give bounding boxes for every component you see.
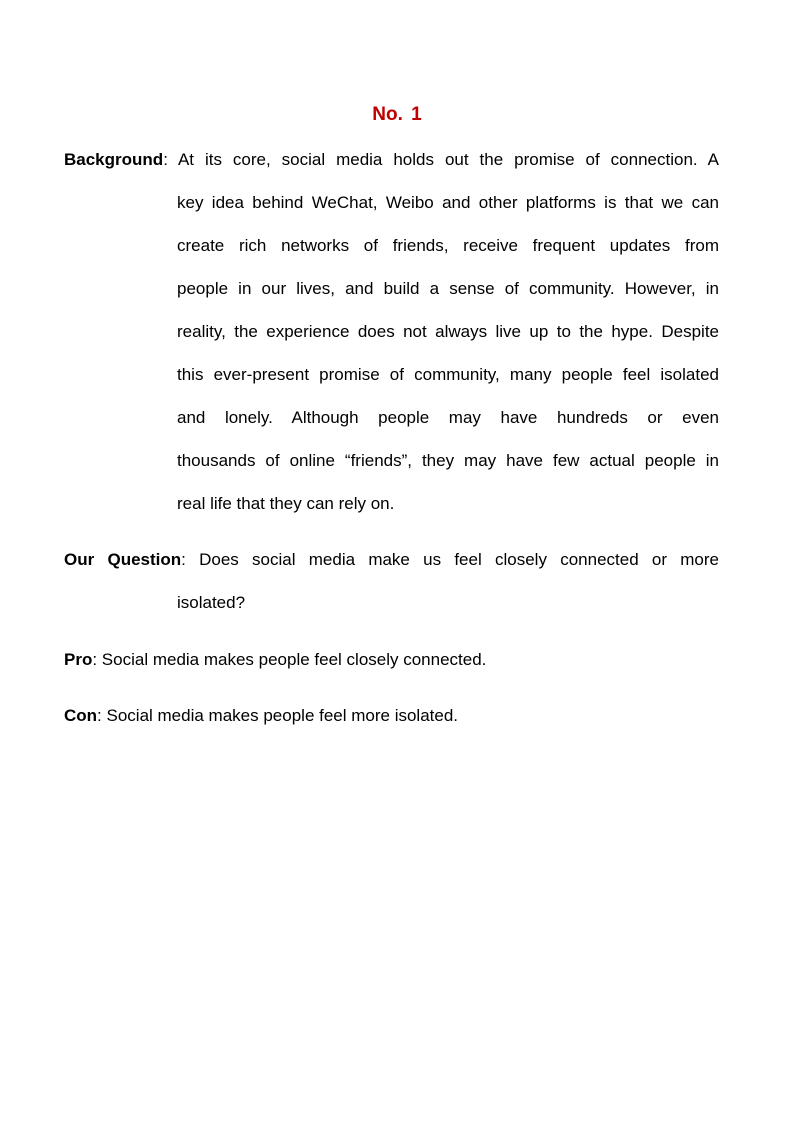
background-text-line: At its core, social media holds out the promise of connection. A	[177, 150, 719, 169]
background-separator: :	[163, 150, 178, 169]
background-line-8: thousands of online “friends”, they may have few actual people in	[177, 451, 719, 470]
question-line-2: isolated?	[177, 593, 246, 612]
pro-text: Social media makes people feel closely connected.	[101, 650, 487, 669]
background-line-9: real life that they can rely on.	[177, 494, 395, 513]
pro-separator: :	[92, 650, 102, 669]
background-line-5: reality, the experience does not always live up to the hype. Despite	[177, 322, 719, 341]
background-line-2: key idea behind WeChat, Weibo and other platforms is that we can	[177, 193, 719, 212]
question-label: Our Question	[64, 550, 182, 569]
background-line-6: this ever-present promise of community, many people feel isolated	[177, 365, 719, 384]
pro-section	[64, 638, 719, 681]
background-label: Background	[64, 150, 164, 169]
pro-line	[64, 638, 719, 681]
document-title: No. 1	[372, 104, 422, 125]
con-section	[64, 694, 719, 737]
con-text: Social media makes people feel more isolated.	[106, 706, 459, 725]
con-line	[64, 694, 719, 737]
background-line-7: and lonely. Although people may have hundreds or even	[177, 408, 719, 427]
background-line-1	[64, 138, 719, 181]
background-line-3: create rich networks of friends, receive frequent updates from	[177, 236, 719, 255]
pro-label: Pro	[64, 650, 93, 669]
con-separator: :	[97, 706, 107, 725]
background-line-4: people in our lives, and build a sense of community. However, in	[177, 279, 719, 298]
question-line-1	[64, 538, 719, 581]
con-label: Con	[64, 706, 98, 725]
question-section	[64, 538, 719, 624]
question-separator: :	[181, 550, 200, 569]
background-section	[64, 138, 719, 525]
question-text-line: Does social media make us feel closely connected or more	[199, 550, 719, 569]
